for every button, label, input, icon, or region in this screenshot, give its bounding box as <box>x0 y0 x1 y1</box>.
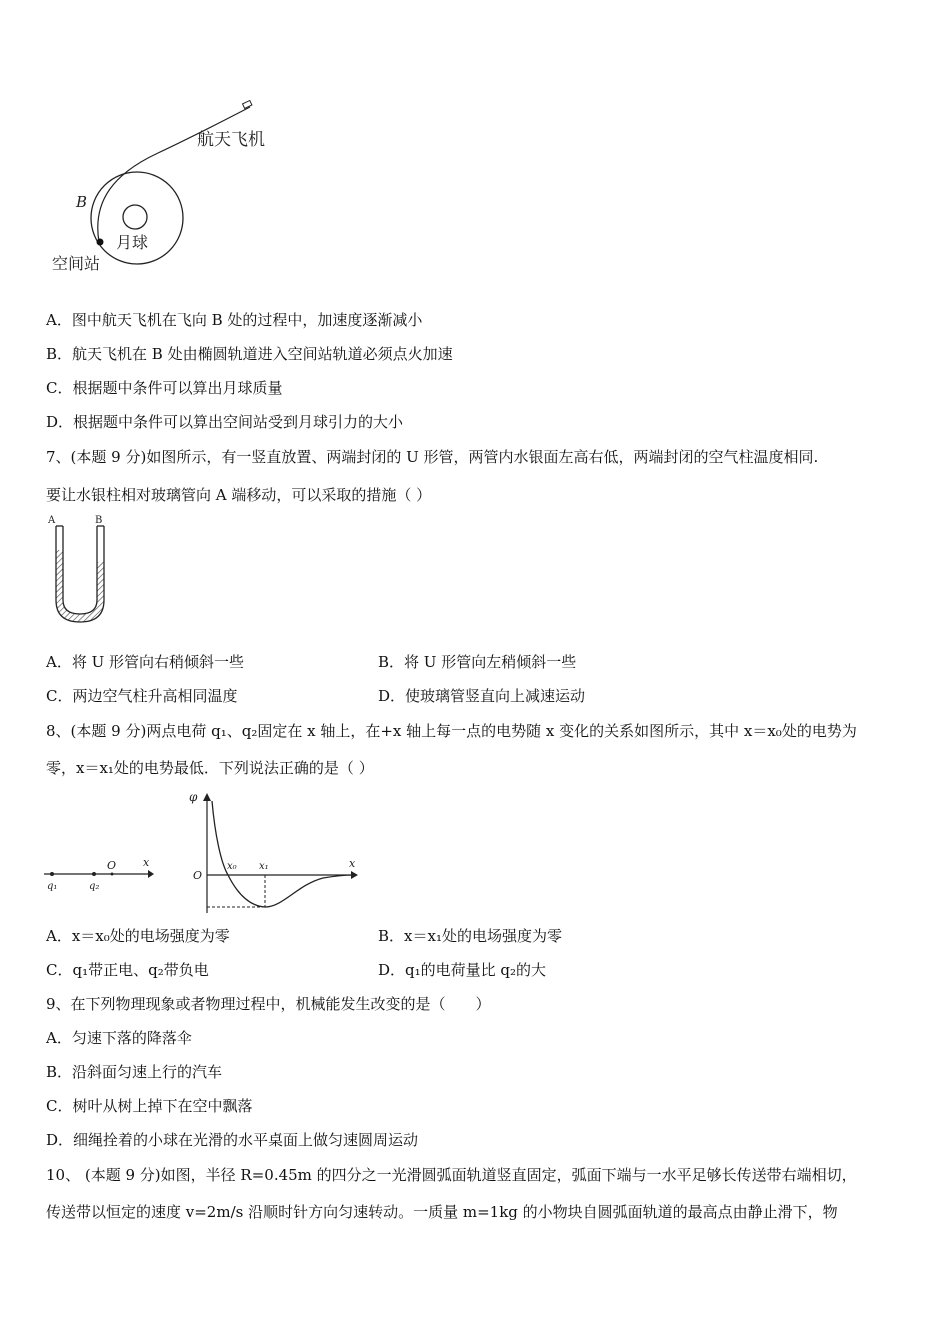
q2-label: q₂ <box>89 881 100 892</box>
origin-label-right: O <box>193 869 203 882</box>
q9-option-d: D．细绳拴着的小球在光滑的水平桌面上做匀速圆周运动 <box>46 1131 419 1149</box>
figure-charges-axis <box>40 850 160 895</box>
figure-potential-graph <box>185 785 365 917</box>
tube-label-a: A <box>48 515 56 526</box>
q8-option-d: D．q₁的电荷量比 q₂的大 <box>378 961 547 979</box>
q10-stem-line2: 传送带以恒定的速度 v=2m/s 沿顺时针方向匀速转动。一质量 m=1kg 的小物块自圆弧面轨道的最高点由静止滑下，物 <box>46 1203 838 1221</box>
x-label-left: x <box>143 856 150 869</box>
station-label: 空间站 <box>52 254 101 273</box>
charge-q1 <box>50 872 54 876</box>
moon-label: 月球 <box>116 233 149 252</box>
q8-option-c: C．q₁带正电、q₂带负电 <box>46 961 209 979</box>
shuttle-label: 航天飞机 <box>197 130 265 150</box>
q7-option-b: B．将 U 形管向左稍倾斜一些 <box>378 653 577 671</box>
station-dot <box>97 239 104 246</box>
q7-option-c: C．两边空气柱升高相同温度 <box>46 687 238 705</box>
q7-stem-line1: 7、(本题 9 分)如图所示，有一竖直放置、两端封闭的 U 形管，两管内水银面左高右低，两端封闭的空气柱温度相同. <box>46 448 819 466</box>
q9-option-c: C．树叶从树上掉下在空中飘落 <box>46 1097 253 1115</box>
figure-u-tube <box>40 512 120 632</box>
q8-option-b: B．x＝x₁处的电场强度为零 <box>378 927 562 945</box>
q8-stem-line2: 零，x＝x₁处的电势最低．下列说法正确的是（ ） <box>46 759 374 777</box>
x-axis-arrow-left <box>148 870 154 878</box>
figure-shuttle-orbit <box>40 95 300 280</box>
u-tube-inner <box>63 526 97 614</box>
origin-label-left: O <box>107 859 117 872</box>
potential-curve <box>212 801 353 907</box>
q6-option-d: D．根据题中条件可以算出空间站受到月球引力的大小 <box>46 413 404 431</box>
q1-label: q₁ <box>47 881 58 892</box>
x-label-right: x <box>349 857 356 870</box>
q9-option-b: B．沿斜面匀速上行的汽车 <box>46 1063 223 1081</box>
q9-stem: 9、在下列物理现象或者物理过程中，机械能发生改变的是（ ） <box>46 995 491 1013</box>
shuttle-icon <box>243 100 252 108</box>
q6-option-c: C．根据题中条件可以算出月球质量 <box>46 379 283 397</box>
phi-label: φ <box>189 790 198 804</box>
q7-option-d: D．使玻璃管竖直向上减速运动 <box>378 687 586 705</box>
q8-stem-line1: 8、(本题 9 分)两点电荷 q₁、q₂固定在 x 轴上，在+x 轴上每一点的电势随 x 变化的关系如图所示，其中 x＝x₀处的电势为 <box>46 722 857 740</box>
q8-option-a: A．x＝x₀处的电场强度为零 <box>46 927 230 945</box>
q9-option-a: A．匀速下落的降落伞 <box>46 1029 192 1047</box>
point-b-label: B <box>76 193 88 211</box>
phi-axis-arrow <box>203 793 211 801</box>
moon-circle <box>123 205 147 229</box>
q7-option-a: A．将 U 形管向右稍倾斜一些 <box>46 653 245 671</box>
charge-q2 <box>92 872 96 876</box>
q10-stem-line1: 10、 (本题 9 分)如图，半径 R=0.45m 的四分之一光滑圆弧面轨道竖直固定，弧面下端与一水平足够长传送带右端相切， <box>46 1166 857 1184</box>
q7-stem-line2: 要让水银柱相对玻璃管向 A 端移动，可以采取的措施（ ） <box>46 486 432 504</box>
origin-point <box>111 873 114 876</box>
q6-option-a: A．图中航天飞机在飞向 B 处的过程中，加速度逐渐减小 <box>46 311 423 329</box>
x0-label: x₀ <box>227 861 237 872</box>
q6-option-b: B．航天飞机在 B 处由椭圆轨道进入空间站轨道必须点火加速 <box>46 345 453 363</box>
x1-label: x₁ <box>259 861 269 872</box>
tube-label-b: B <box>95 515 103 526</box>
